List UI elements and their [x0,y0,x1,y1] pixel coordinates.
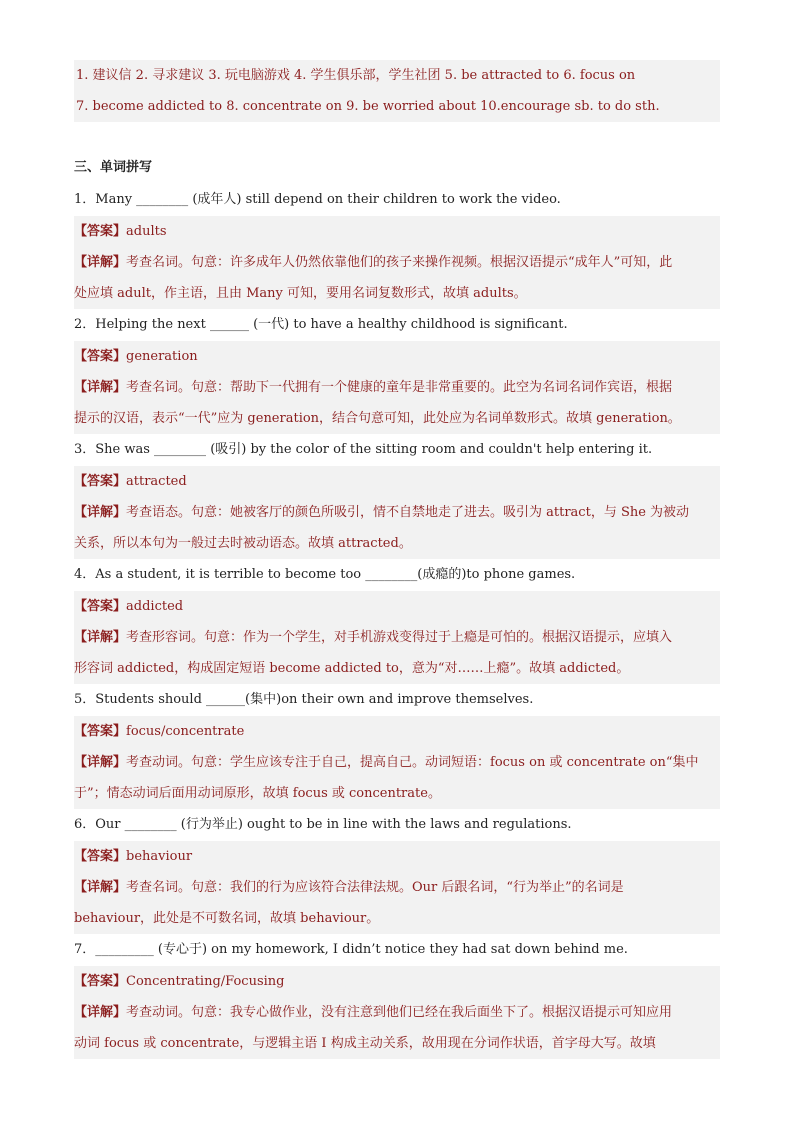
detail-tag: 【详解】 [74,505,127,520]
question-4: 4．As a student, it is terrible to become too ________(成瘾的)to phone games. [74,567,576,582]
detail-text: 提示的汉语，表示“一代”应为 generation，结合句意可知，此处应为名词单数形式。故填 generation。 [74,411,681,426]
question-1: 1．Many ________ (成年人) still depend on their children to work the video. [74,192,561,207]
detail-tag: 【详解】 [74,630,127,645]
detail-2-line-2 [74,410,720,428]
answer-5 [74,723,720,741]
detail-6-line-1 [74,879,720,897]
answer-value: addicted [126,599,184,614]
detail-tag: 【详解】 [74,255,127,270]
detail-4-line-1 [74,629,720,647]
detail-tag: 【详解】 [74,880,127,895]
answer-tag: 【答案】 [74,224,127,239]
detail-text: 考查动词。句意：学生应该专注于自己，提高自己。动词短语：focus on 或 concentrate on“集中 [126,755,699,770]
detail-6-line-2 [74,910,720,928]
question-3: 3．She was ________ (吸引) by the color of the sitting room and couldn't help entering it. [74,442,653,457]
section-title: 三、单词拼写 [74,160,153,175]
detail-7-line-1 [74,1004,720,1022]
vocab-line-2: 7. become addicted to 8. concentrate on 9. be worried about 10.encourage sb. to do sth. [76,99,660,114]
detail-tag: 【详解】 [74,1005,127,1020]
detail-text: 考查名词。句意：我们的行为应该符合法律法规。Our 后跟名词，“行为举止”的名词是 [126,880,624,895]
answer-tag: 【答案】 [74,724,127,739]
answer-value: generation [126,349,198,364]
detail-4-line-2 [74,660,720,678]
answer-tag: 【答案】 [74,349,127,364]
detail-text: 于”；情态动词后面用动词原形，故填 focus 或 concentrate。 [74,786,441,801]
question-6: 6．Our ________ (行为举止) ought to be in line with the laws and regulations. [74,817,572,832]
detail-text: 形容词 addicted，构成固定短语 become addicted to，意为“对……上瘾”。故填 addicted。 [74,661,630,676]
question-2: 2．Helping the next ______ (一代) to have a healthy childhood is significant. [74,317,568,332]
answer-6 [74,848,720,866]
vocab-line-1: 1. 建议信 2. 寻求建议 3. 玩电脑游戏 4. 学生俱乐部，学生社团 5. be attracted to 6. focus on [76,68,636,83]
detail-text: 处应填 adult，作主语，且由 Many 可知，要用名词复数形式，故填 adults。 [74,286,527,301]
detail-tag: 【详解】 [74,755,127,770]
detail-1-line-1 [74,254,720,272]
detail-3-line-1 [74,504,720,522]
answer-value: behaviour [126,849,193,864]
detail-1-line-2 [74,285,720,303]
detail-tag: 【详解】 [74,380,127,395]
detail-text: 考查名词。句意：帮助下一代拥有一个健康的童年是非常重要的。此空为名词名词作宾语，根据 [126,380,673,395]
question-5: 5．Students should ______(集中)on their own and improve themselves. [74,692,534,707]
detail-text: behaviour，此处是不可数名词，故填 behaviour。 [74,911,380,926]
answer-3 [74,473,720,491]
answer-tag: 【答案】 [74,974,127,989]
answer-value: adults [126,224,167,239]
detail-text: 考查形容词。句意：作为一个学生，对手机游戏变得过于上瘾是可怕的。根据汉语提示，应填入 [126,630,673,645]
question-7: 7．_________ (专心于) on my homework, I didn’t notice they had sat down behind me. [74,942,628,957]
answer-1 [74,223,720,241]
detail-2-line-1 [74,379,720,397]
answer-value: attracted [126,474,187,489]
answer-value: focus/concentrate [126,724,245,739]
detail-text: 考查语态。句意：她被客厅的颜色所吸引，情不自禁地走了进去。吸引为 attract，与 She 为被动 [126,505,690,520]
answer-2 [74,348,720,366]
detail-7-line-2 [74,1035,720,1053]
answer-4 [74,598,720,616]
detail-text: 动词 focus 或 concentrate，与逻辑主语 I 构成主动关系，故用现在分词作状语，首字母大写。故填 [74,1036,656,1051]
detail-5-line-1 [74,754,720,772]
detail-text: 考查动词。句意：我专心做作业，没有注意到他们已经在我后面坐下了。根据汉语提示可知应用 [126,1005,673,1020]
answer-tag: 【答案】 [74,474,127,489]
detail-3-line-2 [74,535,720,553]
detail-text: 关系，所以本句为一般过去时被动语态。故填 attracted。 [74,536,412,551]
detail-5-line-2 [74,785,720,803]
answer-tag: 【答案】 [74,849,127,864]
detail-text: 考查名词。句意：许多成年人仍然依靠他们的孩子来操作视频。根据汉语提示“成年人”可知，此 [126,255,673,270]
answer-7 [74,973,720,991]
answer-tag: 【答案】 [74,599,127,614]
answer-value: Concentrating/Focusing [126,974,285,989]
